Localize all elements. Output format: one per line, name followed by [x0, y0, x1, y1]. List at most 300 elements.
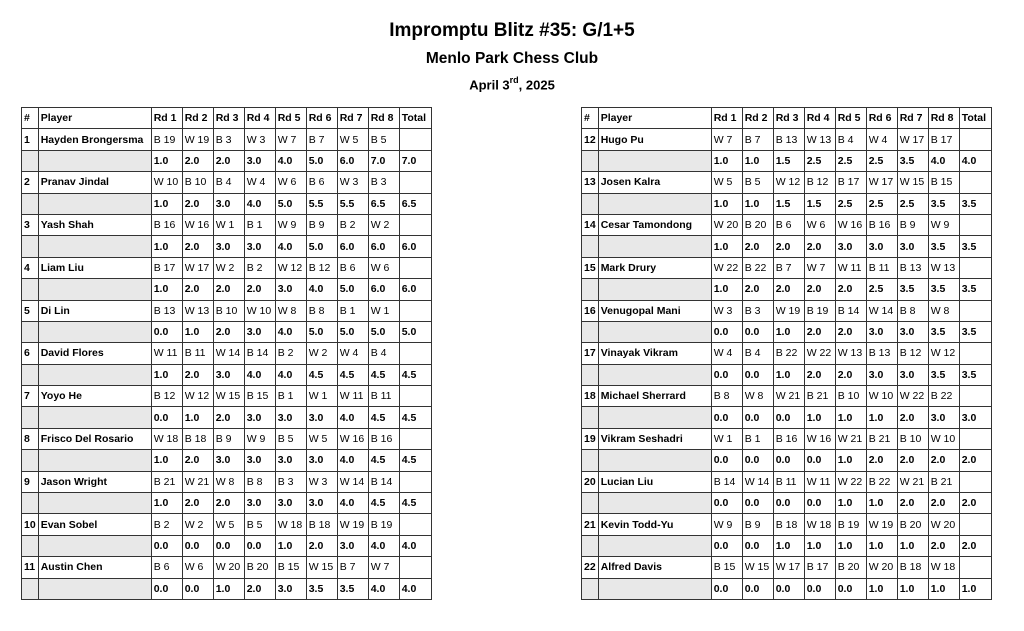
- round-pairing: W 12: [928, 343, 959, 364]
- column-header: Rd 8: [368, 108, 399, 129]
- cumulative-score: 3.0: [275, 493, 306, 514]
- player-name: Mark Drury: [598, 257, 711, 278]
- shaded-cell: [598, 450, 711, 471]
- player-number: 3: [22, 214, 39, 235]
- player-number: 10: [22, 514, 39, 535]
- total-empty: [959, 343, 991, 364]
- round-pairing: W 6: [275, 172, 306, 193]
- cumulative-score: 4.5: [337, 364, 368, 385]
- round-pairing: B 10: [897, 428, 928, 449]
- round-pairing: W 9: [711, 514, 742, 535]
- round-pairing: B 13: [773, 129, 804, 150]
- cumulative-score: 0.0: [151, 535, 182, 556]
- cumulative-score: 2.0: [897, 493, 928, 514]
- round-pairing: W 18: [275, 514, 306, 535]
- player-row: [22, 386, 432, 407]
- cumulative-score: 1.0: [151, 364, 182, 385]
- round-pairing: W 12: [773, 172, 804, 193]
- round-pairing: W 4: [244, 172, 275, 193]
- round-pairing: W 15: [213, 386, 244, 407]
- cumulative-score: 0.0: [773, 578, 804, 599]
- cumulative-score: 2.0: [804, 279, 835, 300]
- shaded-cell: [598, 193, 711, 214]
- shaded-cell: [582, 364, 599, 385]
- round-pairing: B 16: [773, 428, 804, 449]
- standings-table-right: [581, 107, 992, 600]
- cumulative-score: 2.0: [773, 279, 804, 300]
- shaded-cell: [22, 450, 39, 471]
- total-empty: [399, 343, 431, 364]
- cumulative-score: 1.0: [275, 535, 306, 556]
- column-header: Rd 6: [306, 108, 337, 129]
- round-pairing: W 10: [866, 386, 897, 407]
- cumulative-score: 4.5: [368, 407, 399, 428]
- cumulative-score: 0.0: [151, 578, 182, 599]
- cumulative-score: 1.0: [711, 193, 742, 214]
- column-header: Rd 3: [773, 108, 804, 129]
- cumulative-score: 2.0: [897, 450, 928, 471]
- shaded-cell: [582, 578, 599, 599]
- shaded-cell: [22, 236, 39, 257]
- cumulative-score: 0.0: [742, 535, 773, 556]
- round-pairing: W 17: [897, 129, 928, 150]
- round-pairing: B 1: [337, 300, 368, 321]
- header-row: [22, 108, 432, 129]
- round-pairing: B 5: [368, 129, 399, 150]
- cumulative-score: 2.0: [182, 450, 213, 471]
- total-score: 3.5: [959, 193, 991, 214]
- round-pairing: W 11: [337, 386, 368, 407]
- round-pairing: W 19: [337, 514, 368, 535]
- cumulative-score: 3.5: [337, 578, 368, 599]
- round-pairing: B 10: [213, 300, 244, 321]
- round-pairing: B 3: [368, 172, 399, 193]
- round-pairing: B 6: [337, 257, 368, 278]
- cumulative-score: 2.0: [213, 150, 244, 171]
- cumulative-score: 2.5: [866, 193, 897, 214]
- cumulative-score: 1.0: [866, 493, 897, 514]
- cumulative-score: 3.0: [244, 236, 275, 257]
- cumulative-score: 6.0: [337, 150, 368, 171]
- round-pairing: B 3: [742, 300, 773, 321]
- cumulative-score: 3.0: [306, 407, 337, 428]
- round-pairing: B 13: [151, 300, 182, 321]
- score-row: [582, 279, 992, 300]
- cumulative-score: 3.0: [244, 321, 275, 342]
- player-row: [22, 557, 432, 578]
- cumulative-score: 3.5: [928, 236, 959, 257]
- cumulative-score: 2.0: [804, 321, 835, 342]
- cumulative-score: 2.0: [182, 236, 213, 257]
- cumulative-score: 0.0: [773, 407, 804, 428]
- cumulative-score: 2.0: [213, 279, 244, 300]
- round-pairing: B 9: [306, 214, 337, 235]
- player-row: [22, 257, 432, 278]
- round-pairing: W 13: [182, 300, 213, 321]
- round-pairing: B 19: [835, 514, 866, 535]
- round-pairing: B 3: [213, 129, 244, 150]
- round-pairing: W 4: [711, 343, 742, 364]
- round-pairing: B 11: [368, 386, 399, 407]
- round-pairing: W 8: [742, 386, 773, 407]
- cumulative-score: 1.0: [866, 407, 897, 428]
- player-name: Di Lin: [38, 300, 151, 321]
- cumulative-score: 7.0: [368, 150, 399, 171]
- column-header: #: [582, 108, 599, 129]
- total-empty: [959, 129, 991, 150]
- cumulative-score: 5.0: [306, 150, 337, 171]
- total-score: 5.0: [399, 321, 431, 342]
- round-pairing: W 16: [337, 428, 368, 449]
- round-pairing: B 4: [213, 172, 244, 193]
- cumulative-score: 2.0: [213, 321, 244, 342]
- cumulative-score: 3.0: [866, 364, 897, 385]
- cumulative-score: 5.0: [275, 193, 306, 214]
- cumulative-score: 1.0: [182, 321, 213, 342]
- column-header: Player: [38, 108, 151, 129]
- cumulative-score: 1.0: [835, 535, 866, 556]
- score-row: [22, 578, 432, 599]
- cumulative-score: 0.0: [835, 578, 866, 599]
- cumulative-score: 3.0: [275, 450, 306, 471]
- cumulative-score: 4.5: [368, 493, 399, 514]
- cumulative-score: 1.0: [213, 578, 244, 599]
- cumulative-score: 1.0: [928, 578, 959, 599]
- round-pairing: W 15: [306, 557, 337, 578]
- cumulative-score: 2.0: [182, 364, 213, 385]
- round-pairing: B 14: [835, 300, 866, 321]
- round-pairing: W 7: [368, 557, 399, 578]
- round-pairing: W 4: [866, 129, 897, 150]
- cumulative-score: 3.5: [928, 364, 959, 385]
- round-pairing: W 19: [182, 129, 213, 150]
- player-row: [582, 557, 992, 578]
- total-score: 3.5: [959, 321, 991, 342]
- total-empty: [399, 214, 431, 235]
- cumulative-score: 5.0: [337, 321, 368, 342]
- score-row: [22, 150, 432, 171]
- total-score: 3.5: [959, 279, 991, 300]
- player-name: Hugo Pu: [598, 129, 711, 150]
- cumulative-score: 3.5: [928, 193, 959, 214]
- player-row: [22, 471, 432, 492]
- shaded-cell: [582, 535, 599, 556]
- cumulative-score: 4.5: [368, 450, 399, 471]
- player-row: [582, 343, 992, 364]
- round-pairing: B 1: [244, 214, 275, 235]
- cumulative-score: 1.5: [773, 193, 804, 214]
- round-pairing: B 9: [213, 428, 244, 449]
- cumulative-score: 2.0: [182, 279, 213, 300]
- round-pairing: B 10: [835, 386, 866, 407]
- shaded-cell: [38, 150, 151, 171]
- round-pairing: B 1: [275, 386, 306, 407]
- total-score: 4.0: [399, 578, 431, 599]
- column-header: Rd 8: [928, 108, 959, 129]
- cumulative-score: 2.0: [742, 236, 773, 257]
- total-score: 4.5: [399, 407, 431, 428]
- score-row: [582, 321, 992, 342]
- score-row: [22, 535, 432, 556]
- round-pairing: W 11: [835, 257, 866, 278]
- round-pairing: B 8: [244, 471, 275, 492]
- round-pairing: B 2: [244, 257, 275, 278]
- cumulative-score: 0.0: [711, 493, 742, 514]
- round-pairing: W 21: [182, 471, 213, 492]
- round-pairing: W 3: [306, 471, 337, 492]
- score-row: [22, 450, 432, 471]
- round-pairing: W 9: [244, 428, 275, 449]
- score-row: [22, 364, 432, 385]
- shaded-cell: [582, 193, 599, 214]
- cumulative-score: 1.0: [711, 279, 742, 300]
- round-pairing: B 20: [835, 557, 866, 578]
- cumulative-score: 2.5: [804, 150, 835, 171]
- cumulative-score: 2.0: [213, 407, 244, 428]
- player-name: Frisco Del Rosario: [38, 428, 151, 449]
- total-score: 4.0: [399, 535, 431, 556]
- round-pairing: W 20: [711, 214, 742, 235]
- cumulative-score: 3.0: [866, 321, 897, 342]
- round-pairing: B 10: [182, 172, 213, 193]
- round-pairing: W 21: [897, 471, 928, 492]
- cumulative-score: 3.0: [275, 578, 306, 599]
- player-number: 6: [22, 343, 39, 364]
- cumulative-score: 3.0: [244, 407, 275, 428]
- round-pairing: W 17: [866, 172, 897, 193]
- cumulative-score: 2.0: [835, 279, 866, 300]
- round-pairing: B 15: [275, 557, 306, 578]
- player-number: 19: [582, 428, 599, 449]
- player-row: [582, 428, 992, 449]
- round-pairing: B 21: [151, 471, 182, 492]
- round-pairing: W 20: [866, 557, 897, 578]
- player-number: 17: [582, 343, 599, 364]
- player-row: [582, 386, 992, 407]
- player-name: Venugopal Mani: [598, 300, 711, 321]
- total-score: 3.0: [959, 407, 991, 428]
- total-score: 2.0: [959, 450, 991, 471]
- player-name: Jason Wright: [38, 471, 151, 492]
- cumulative-score: 0.0: [742, 407, 773, 428]
- round-pairing: B 22: [928, 386, 959, 407]
- player-number: 4: [22, 257, 39, 278]
- cumulative-score: 4.0: [337, 493, 368, 514]
- cumulative-score: 1.0: [151, 450, 182, 471]
- round-pairing: W 16: [835, 214, 866, 235]
- cumulative-score: 1.5: [773, 150, 804, 171]
- cumulative-score: 2.5: [897, 193, 928, 214]
- total-score: 4.0: [959, 150, 991, 171]
- round-pairing: B 7: [742, 129, 773, 150]
- column-header: #: [22, 108, 39, 129]
- round-pairing: B 17: [804, 557, 835, 578]
- round-pairing: W 10: [928, 428, 959, 449]
- player-name: Vikram Seshadri: [598, 428, 711, 449]
- shaded-cell: [598, 535, 711, 556]
- total-score: 2.0: [959, 535, 991, 556]
- cumulative-score: 0.0: [742, 493, 773, 514]
- player-name: Lucian Liu: [598, 471, 711, 492]
- round-pairing: W 8: [928, 300, 959, 321]
- cumulative-score: 0.0: [711, 364, 742, 385]
- player-row: [22, 343, 432, 364]
- cumulative-score: 3.0: [897, 321, 928, 342]
- round-pairing: B 12: [804, 172, 835, 193]
- player-name: Michael Sherrard: [598, 386, 711, 407]
- round-pairing: W 15: [897, 172, 928, 193]
- cumulative-score: 3.0: [897, 236, 928, 257]
- player-row: [582, 257, 992, 278]
- round-pairing: B 20: [897, 514, 928, 535]
- total-score: 4.5: [399, 364, 431, 385]
- round-pairing: W 3: [244, 129, 275, 150]
- cumulative-score: 0.0: [742, 450, 773, 471]
- round-pairing: B 1: [742, 428, 773, 449]
- round-pairing: B 18: [897, 557, 928, 578]
- round-pairing: W 2: [182, 514, 213, 535]
- player-row: [582, 172, 992, 193]
- cumulative-score: 1.0: [151, 193, 182, 214]
- score-row: [22, 236, 432, 257]
- club-name: Menlo Park Chess Club: [425, 50, 599, 67]
- round-pairing: W 2: [306, 343, 337, 364]
- cumulative-score: 2.5: [835, 150, 866, 171]
- shaded-cell: [38, 493, 151, 514]
- cumulative-score: 4.0: [275, 364, 306, 385]
- cumulative-score: 1.0: [742, 150, 773, 171]
- round-pairing: B 11: [773, 471, 804, 492]
- round-pairing: W 14: [213, 343, 244, 364]
- round-pairing: B 7: [306, 129, 337, 150]
- round-pairing: B 2: [337, 214, 368, 235]
- cumulative-score: 3.0: [244, 493, 275, 514]
- round-pairing: W 1: [213, 214, 244, 235]
- player-row: [22, 129, 432, 150]
- cumulative-score: 1.0: [804, 535, 835, 556]
- round-pairing: B 19: [151, 129, 182, 150]
- column-header: Total: [959, 108, 991, 129]
- round-pairing: B 17: [151, 257, 182, 278]
- column-header: Rd 1: [151, 108, 182, 129]
- total-score: 4.5: [399, 493, 431, 514]
- shaded-cell: [598, 493, 711, 514]
- round-pairing: W 16: [182, 214, 213, 235]
- round-pairing: B 12: [306, 257, 337, 278]
- cumulative-score: 1.0: [773, 535, 804, 556]
- round-pairing: W 22: [804, 343, 835, 364]
- cumulative-score: 3.0: [275, 279, 306, 300]
- shaded-cell: [38, 279, 151, 300]
- shaded-cell: [22, 578, 39, 599]
- player-number: 2: [22, 172, 39, 193]
- cumulative-score: 0.0: [182, 578, 213, 599]
- total-empty: [399, 514, 431, 535]
- cumulative-score: 2.5: [835, 193, 866, 214]
- cumulative-score: 3.0: [244, 150, 275, 171]
- cumulative-score: 4.0: [275, 236, 306, 257]
- player-name: Liam Liu: [38, 257, 151, 278]
- player-row: [582, 214, 992, 235]
- player-row: [582, 129, 992, 150]
- round-pairing: W 1: [368, 300, 399, 321]
- cumulative-score: 1.0: [151, 493, 182, 514]
- round-pairing: W 20: [928, 514, 959, 535]
- column-header: Rd 5: [835, 108, 866, 129]
- shaded-cell: [582, 150, 599, 171]
- score-row: [582, 407, 992, 428]
- cumulative-score: 1.0: [835, 407, 866, 428]
- total-empty: [399, 172, 431, 193]
- cumulative-score: 5.0: [306, 321, 337, 342]
- round-pairing: B 12: [897, 343, 928, 364]
- round-pairing: B 7: [337, 557, 368, 578]
- player-name: Josen Kalra: [598, 172, 711, 193]
- score-row: [22, 321, 432, 342]
- shaded-cell: [598, 279, 711, 300]
- shaded-cell: [598, 578, 711, 599]
- player-row: [22, 172, 432, 193]
- cumulative-score: 0.0: [711, 578, 742, 599]
- total-score: 3.5: [959, 364, 991, 385]
- cumulative-score: 3.0: [928, 407, 959, 428]
- total-empty: [399, 300, 431, 321]
- round-pairing: B 4: [368, 343, 399, 364]
- cumulative-score: 3.0: [213, 236, 244, 257]
- total-empty: [959, 428, 991, 449]
- cumulative-score: 1.0: [182, 407, 213, 428]
- round-pairing: B 13: [866, 343, 897, 364]
- player-number: 14: [582, 214, 599, 235]
- total-score: 1.0: [959, 578, 991, 599]
- round-pairing: B 11: [866, 257, 897, 278]
- player-row: [22, 300, 432, 321]
- cumulative-score: 1.5: [804, 193, 835, 214]
- round-pairing: W 7: [275, 129, 306, 150]
- cumulative-score: 3.0: [244, 450, 275, 471]
- round-pairing: W 22: [711, 257, 742, 278]
- round-pairing: W 11: [804, 471, 835, 492]
- cumulative-score: 0.0: [804, 493, 835, 514]
- player-name: Pranav Jindal: [38, 172, 151, 193]
- total-empty: [399, 386, 431, 407]
- shaded-cell: [582, 236, 599, 257]
- cumulative-score: 4.0: [275, 321, 306, 342]
- shaded-cell: [38, 578, 151, 599]
- round-pairing: W 16: [804, 428, 835, 449]
- round-pairing: B 18: [773, 514, 804, 535]
- cumulative-score: 1.0: [866, 535, 897, 556]
- cumulative-score: 3.0: [213, 450, 244, 471]
- round-pairing: W 18: [151, 428, 182, 449]
- total-empty: [959, 557, 991, 578]
- round-pairing: B 19: [368, 514, 399, 535]
- player-row: [22, 428, 432, 449]
- player-number: 9: [22, 471, 39, 492]
- player-number: 16: [582, 300, 599, 321]
- cumulative-score: 0.0: [711, 321, 742, 342]
- total-empty: [959, 386, 991, 407]
- cumulative-score: 1.0: [897, 535, 928, 556]
- player-name: Kevin Todd-Yu: [598, 514, 711, 535]
- cumulative-score: 3.0: [306, 493, 337, 514]
- round-pairing: W 20: [213, 557, 244, 578]
- total-score: 6.0: [399, 236, 431, 257]
- score-row: [22, 193, 432, 214]
- player-number: 7: [22, 386, 39, 407]
- round-pairing: W 6: [182, 557, 213, 578]
- cumulative-score: 0.0: [151, 321, 182, 342]
